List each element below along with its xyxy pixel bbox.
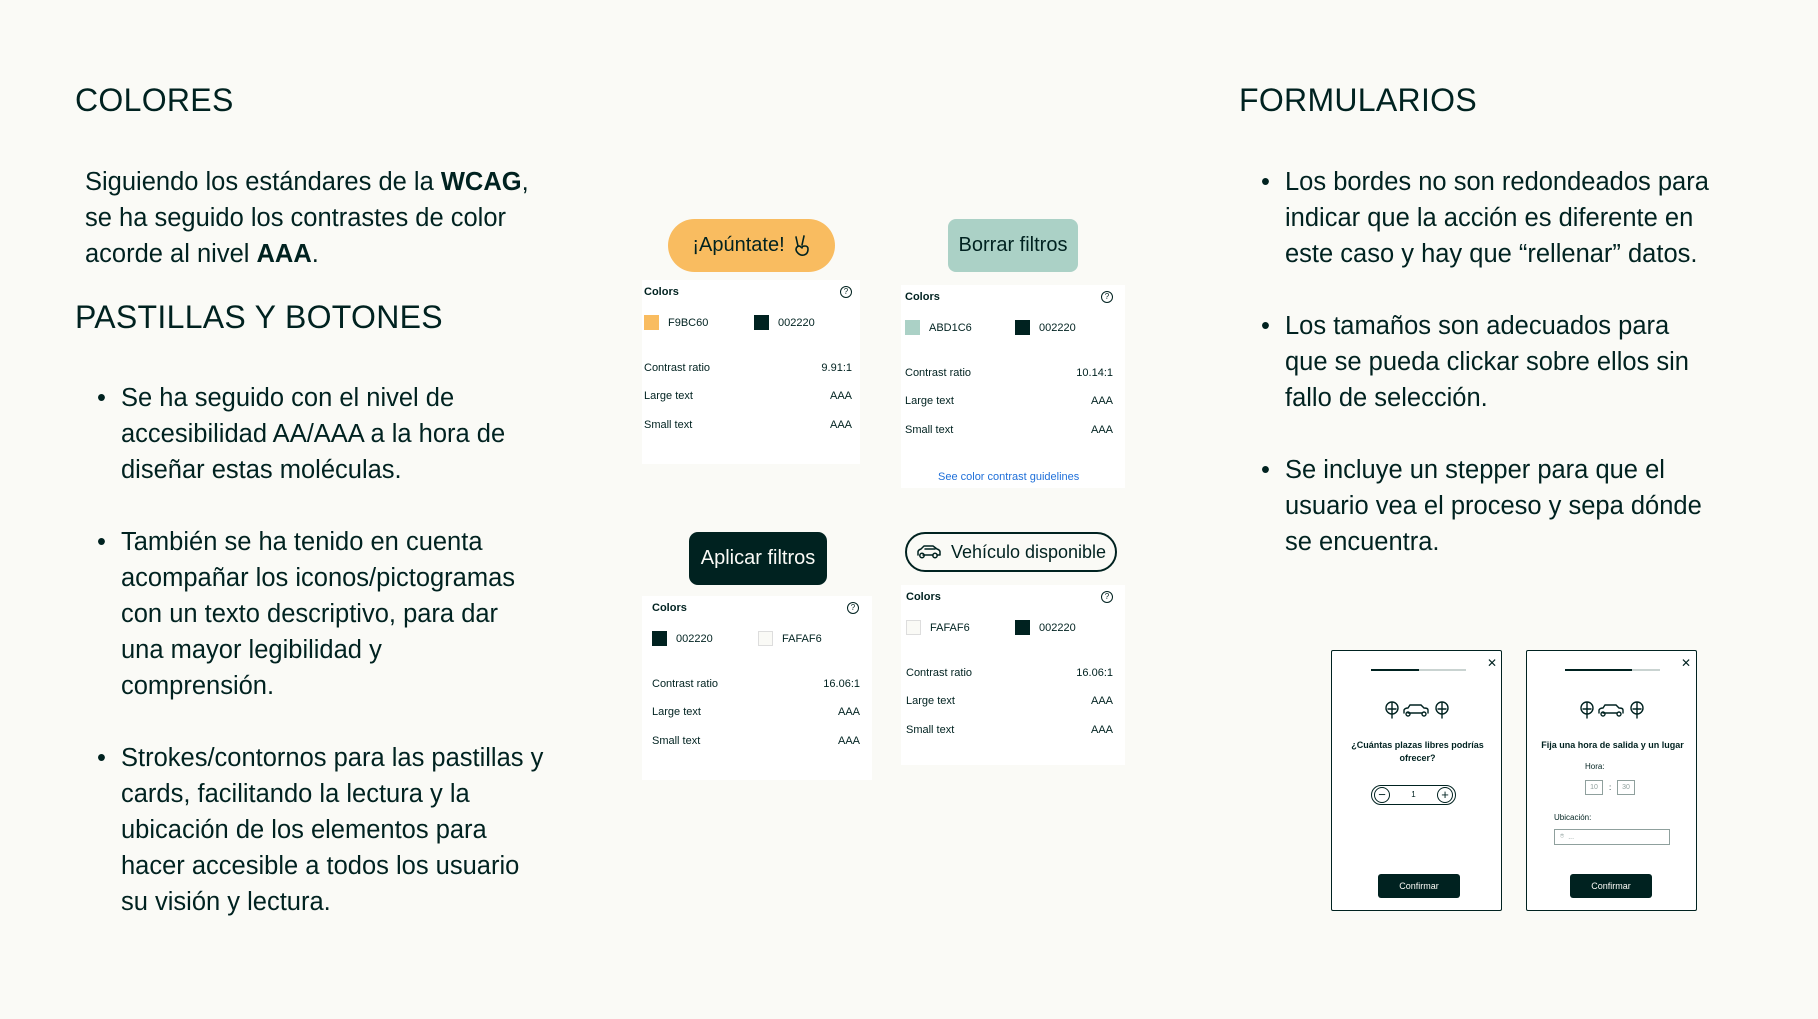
swatch-2-label: 002220 [1039,322,1076,334]
phone2-question: Fija una hora de salida y un lugar [1541,740,1684,750]
large-text-value: AAA [1090,695,1113,707]
pastillas-heading: PASTILLAS Y BOTONES [75,299,443,335]
help-icon[interactable]: ? [840,286,852,298]
borrar-filtros-pill[interactable] [948,219,1078,272]
form-screen-hora-lugar [1526,650,1697,911]
pastillas-bullet-1: • Se ha seguido con el nivel de accesibilidad AA/AAA a la hora de diseñar estas moléculas. [121,380,591,488]
small-text-value: AAA [1090,724,1113,736]
bullet-dot: • [97,384,106,412]
ratio-value: 16.06:1 [1076,667,1113,679]
quantity-stepper [1371,785,1456,805]
aplicar-filtros-label: Aplicar filtros [700,547,816,569]
peace-hand-icon [793,235,811,257]
close-icon[interactable]: ✕ [1487,656,1498,670]
bullet-dot: • [1261,456,1270,484]
stepper-value: 1 [1411,790,1416,799]
ubicacion-input[interactable] [1554,829,1670,845]
formularios-heading: FORMULARIOS [1239,82,1477,118]
ubicacion-label: Ubicación: [1554,813,1592,822]
bullet-dot: • [97,744,106,772]
vehiculo-disponible-pill[interactable] [905,532,1117,572]
small-text-label: Small text [905,424,954,436]
car-icon [916,544,942,560]
bullet-dot: • [97,528,106,556]
swatch-1-label: FAFAF6 [930,622,970,634]
aplicar-filtros-button[interactable] [689,532,827,585]
swatch-2-label: 002220 [778,317,815,329]
small-text-label: Small text [652,735,701,747]
large-text-label: Large text [905,395,954,407]
contrast-card-orange [642,280,860,464]
large-text-label: Large text [906,695,955,707]
ratio-value: 16.06:1 [823,678,860,690]
large-text-value: AAA [837,706,860,718]
stepper-progress [1565,669,1632,671]
minus-button[interactable]: − [1374,787,1390,803]
bullet-dot: • [1261,312,1270,340]
vehiculo-label: Vehículo disponible [950,541,1107,562]
ubicacion-placeholder: ... [1568,833,1575,841]
help-icon[interactable]: ? [1101,291,1113,303]
card-title: Colors [644,286,679,298]
small-text-value: AAA [1090,424,1113,436]
apuntate-label: ¡Apúntate! [692,234,785,256]
contrast-card-dark [642,596,872,780]
contrast-card-light [901,585,1125,765]
help-icon[interactable]: ? [1101,591,1113,603]
swatch-1 [644,315,659,330]
contrast-card-teal [901,285,1125,488]
small-text-value: AAA [829,419,852,431]
pastillas-bullet-3: • Strokes/contornos para las pastillas y cards, facilitando la lectura y la ubicación de los elementos para hacer accesible a todos los usuario su visión y lectura. [121,740,601,920]
large-text-value: AAA [829,390,852,402]
small-text-value: AAA [837,735,860,747]
tree-car-tree-icon [1384,701,1450,724]
stepper-progress [1371,669,1419,671]
large-text-value: AAA [1090,395,1113,407]
swatch-1 [905,320,920,335]
swatch-1-label: F9BC60 [668,317,709,329]
ratio-value: 9.91:1 [821,362,852,374]
large-text-label: Large text [644,390,693,402]
confirm-button[interactable]: Confirmar [1378,874,1460,898]
contrast-guidelines-link[interactable]: See color contrast guidelines [938,471,1080,483]
small-text-label: Small text [644,419,693,431]
ratio-value: 10.14:1 [1076,367,1113,379]
hour-input[interactable]: 10 [1585,780,1603,795]
form-screen-plazas [1331,650,1502,911]
bullet-dot: • [1261,168,1270,196]
colores-intro: Siguiendo los estándares de la WCAG, se ha seguido los contrastes de color acorde al nivel AAA. [85,168,529,268]
hora-label: Hora: [1585,762,1605,771]
swatch-2-label: FAFAF6 [782,633,822,645]
location-pin-icon: ⌾ [1560,833,1565,840]
card-title: Colors [652,602,687,614]
card-title: Colors [905,291,940,303]
colores-heading: COLORES [75,82,234,118]
swatch-1-label: 002220 [676,633,713,645]
ratio-label: Contrast ratio [644,362,711,374]
phone1-question: ¿Cuántas plazas libres podrías ofrecer? [1351,740,1484,763]
tree-car-tree-icon [1579,701,1645,724]
swatch-2 [754,315,769,330]
small-text-label: Small text [906,724,955,736]
formularios-bullet-1: • Los bordes no son redondeados para indicar que la acción es diferente en este caso y hay que “rellenar” datos. [1285,164,1785,272]
swatch-2 [1015,320,1030,335]
ratio-label: Contrast ratio [652,678,719,690]
swatch-1 [906,620,921,635]
large-text-label: Large text [652,706,701,718]
pastillas-bullet-2: • También se ha tenido en cuenta acompañar los iconos/pictogramas con un texto descriptivo, para dar una mayor legibilidad y comprensión. [121,524,591,704]
help-icon[interactable]: ? [847,602,859,614]
formularios-bullet-3: • Se incluye un stepper para que el usuario vea el proceso y sepa dónde se encuentra. [1285,452,1785,560]
card-title: Colors [906,591,941,603]
plus-button[interactable]: + [1437,787,1453,803]
apuntate-pill[interactable] [668,219,835,272]
swatch-2 [758,631,773,646]
ratio-label: Contrast ratio [905,367,972,379]
formularios-bullet-2: • Los tamaños son adecuados para que se pueda clickar sobre ellos sin fallo de selección. [1285,308,1785,416]
swatch-1 [652,631,667,646]
borrar-filtros-label: Borrar filtros [958,234,1068,256]
swatch-1-label: ABD1C6 [929,322,972,334]
confirm-button[interactable]: Confirmar [1570,874,1652,898]
swatch-2-label: 002220 [1039,622,1076,634]
ratio-label: Contrast ratio [906,667,973,679]
swatch-2 [1015,620,1030,635]
minute-input[interactable]: 30 [1617,780,1635,795]
time-separator: : [1609,783,1612,792]
close-icon[interactable]: ✕ [1681,656,1692,670]
